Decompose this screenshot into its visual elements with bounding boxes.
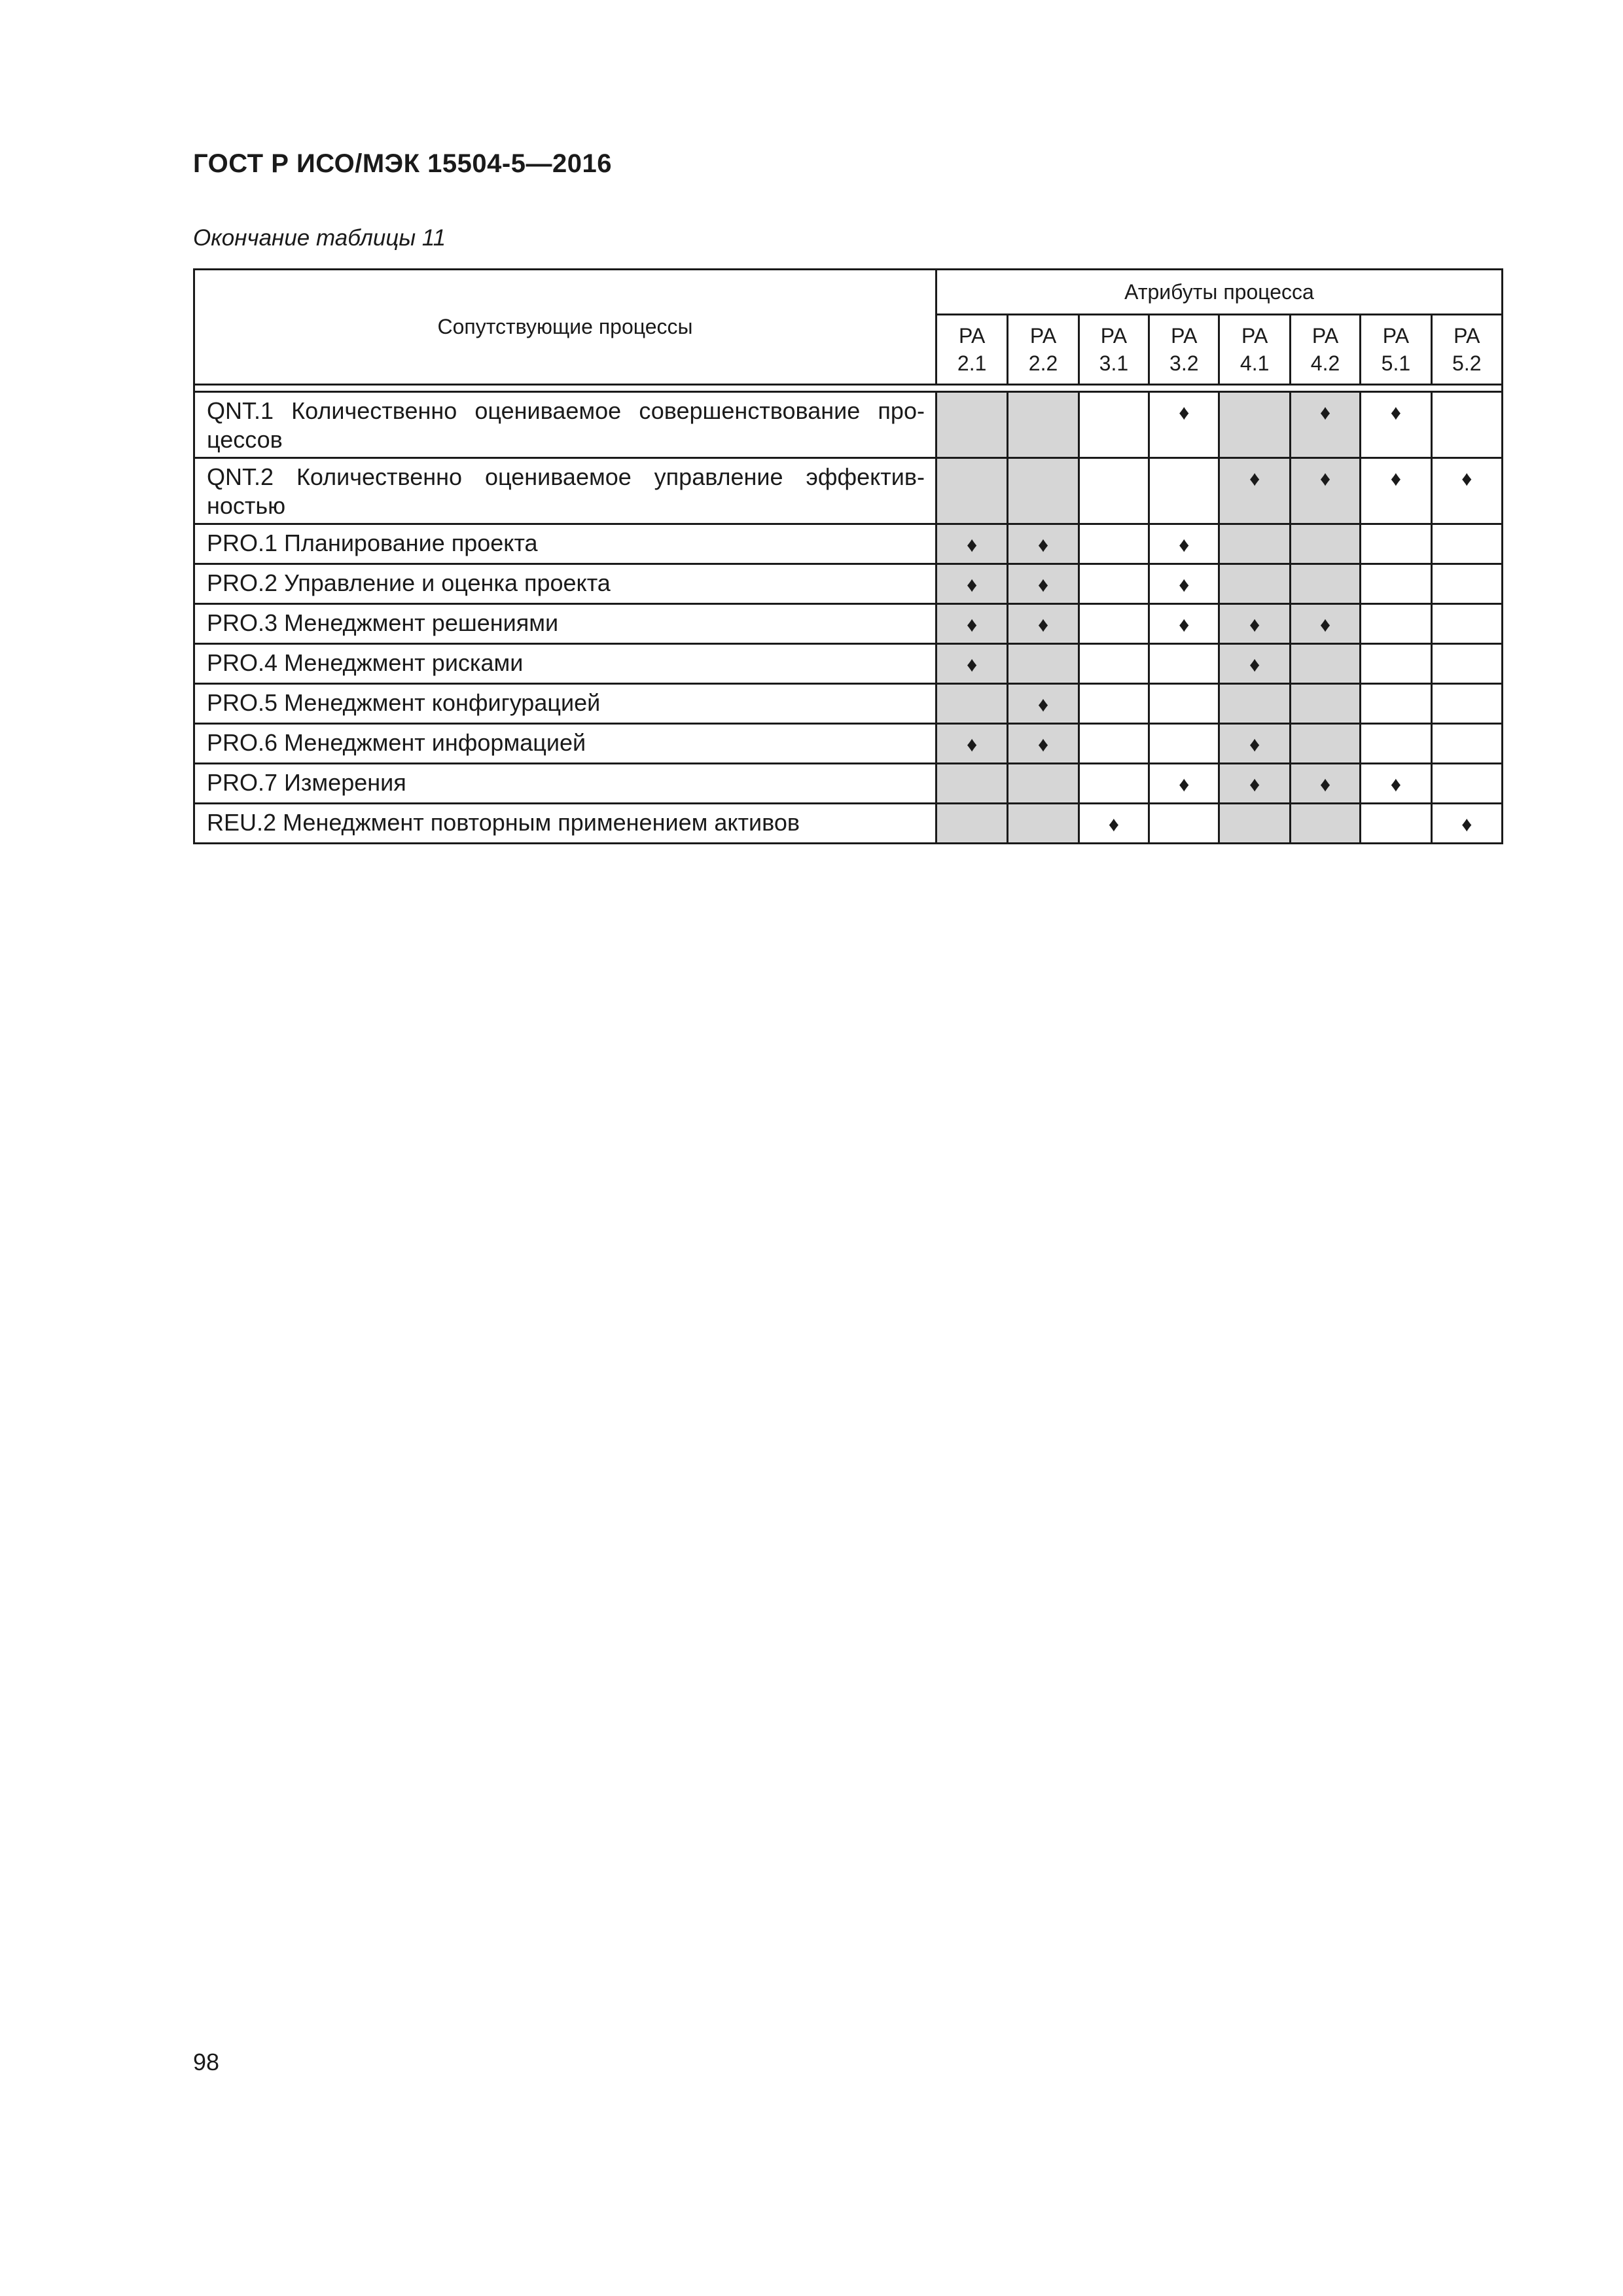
pa-number: 2.1 <box>957 351 987 375</box>
attribute-cell: ♦ <box>936 604 1007 644</box>
table-row <box>194 644 1503 684</box>
attribute-cell: ♦ <box>1431 804 1502 844</box>
process-attributes-table <box>193 268 1503 844</box>
attribute-cell: ♦ <box>1361 764 1431 804</box>
pa-number: 5.1 <box>1381 351 1411 375</box>
attribute-cell <box>1290 684 1360 724</box>
pa-number: 5.2 <box>1452 351 1482 375</box>
attribute-cell <box>1008 644 1079 684</box>
pa-label: PA <box>1241 324 1268 348</box>
attribute-cell: ♦ <box>1431 458 1502 524</box>
attribute-cell: ♦ <box>1079 804 1149 844</box>
attribute-cell <box>1431 684 1502 724</box>
attribute-cell: ♦ <box>1149 564 1219 604</box>
attribute-cell: ♦ <box>1149 764 1219 804</box>
attribute-cell: ♦ <box>1008 524 1079 564</box>
attribute-cell: ♦ <box>1361 458 1431 524</box>
attribute-cell <box>936 804 1007 844</box>
attribute-cell: ♦ <box>936 564 1007 604</box>
process-name-cell: PRO.5 Менеджмент конфигурацией <box>194 684 936 724</box>
attribute-cell <box>1008 764 1079 804</box>
process-name-cell: QNT.2 Количественно оцениваемое управление эффектив-ностью <box>194 458 936 524</box>
attribute-cell: ♦ <box>1290 764 1360 804</box>
column-header-pa <box>1219 315 1290 385</box>
attribute-cell <box>1079 604 1149 644</box>
attribute-cell: ♦ <box>1290 604 1360 644</box>
column-header-pa <box>1290 315 1360 385</box>
attribute-cell <box>1219 804 1290 844</box>
attribute-cell <box>1219 564 1290 604</box>
attribute-cell <box>1290 804 1360 844</box>
pa-number: 4.2 <box>1310 351 1340 375</box>
attribute-cell <box>1431 644 1502 684</box>
attribute-cell: ♦ <box>1008 724 1079 764</box>
column-header-pa <box>1361 315 1431 385</box>
process-name-cell: PRO.2 Управление и оценка проекта <box>194 564 936 604</box>
process-name-cell: QNT.1 Количественно оцениваемое совершенствование про-цессов <box>194 392 936 458</box>
attribute-cell <box>1361 644 1431 684</box>
attribute-cell <box>936 458 1007 524</box>
table-row <box>194 724 1503 764</box>
document-header: ГОСТ Р ИСО/МЭК 15504-5—2016 <box>193 149 612 178</box>
page-number: 98 <box>193 2049 220 2075</box>
table-row <box>194 684 1503 724</box>
attribute-cell: ♦ <box>1219 724 1290 764</box>
attribute-cell <box>1079 684 1149 724</box>
attribute-cell <box>1079 458 1149 524</box>
attribute-cell <box>1079 724 1149 764</box>
pa-number: 3.1 <box>1099 351 1129 375</box>
attribute-cell <box>1079 524 1149 564</box>
attribute-cell: ♦ <box>1149 524 1219 564</box>
process-name-cell: PRO.7 Измерения <box>194 764 936 804</box>
attribute-cell <box>1149 804 1219 844</box>
attribute-cell <box>1079 644 1149 684</box>
attribute-cell: ♦ <box>936 644 1007 684</box>
attribute-cell <box>1219 684 1290 724</box>
attribute-cell <box>1361 724 1431 764</box>
column-header-attributes: Атрибуты процесса <box>936 270 1502 315</box>
attribute-cell <box>1431 564 1502 604</box>
process-name-cell: PRO.1 Планирование проекта <box>194 524 936 564</box>
attribute-cell <box>936 684 1007 724</box>
attribute-cell: ♦ <box>1149 392 1219 458</box>
pa-number: 2.2 <box>1028 351 1058 375</box>
table-row <box>194 564 1503 604</box>
attribute-cell: ♦ <box>1290 392 1360 458</box>
table-row <box>194 392 1503 458</box>
attribute-cell <box>1361 564 1431 604</box>
table-caption: Окончание таблицы 11 <box>193 225 446 251</box>
attribute-cell <box>1079 764 1149 804</box>
attribute-cell: ♦ <box>1219 458 1290 524</box>
attribute-cell <box>1290 524 1360 564</box>
attribute-cell: ♦ <box>1008 604 1079 644</box>
attribute-cell <box>1079 564 1149 604</box>
attribute-cell <box>1290 724 1360 764</box>
attribute-cell <box>1079 392 1149 458</box>
attribute-cell <box>1361 804 1431 844</box>
process-name-cell: PRO.3 Менеджмент решениями <box>194 604 936 644</box>
column-header-pa <box>936 315 1007 385</box>
column-header-pa <box>1079 315 1149 385</box>
attribute-cell <box>1219 392 1290 458</box>
attribute-cell <box>1431 724 1502 764</box>
pa-label: PA <box>1311 324 1339 348</box>
attribute-cell <box>1290 644 1360 684</box>
attribute-cell <box>1361 524 1431 564</box>
attribute-cell: ♦ <box>1361 392 1431 458</box>
attribute-cell <box>1149 644 1219 684</box>
pa-number: 4.1 <box>1240 351 1270 375</box>
attribute-cell <box>1008 458 1079 524</box>
attribute-cell: ♦ <box>1219 764 1290 804</box>
process-name-cell: PRO.6 Менеджмент информацией <box>194 724 936 764</box>
attribute-cell <box>1149 458 1219 524</box>
attribute-cell: ♦ <box>1149 604 1219 644</box>
attribute-cell <box>1431 604 1502 644</box>
attribute-cell: ♦ <box>1219 604 1290 644</box>
attribute-cell: ♦ <box>1219 644 1290 684</box>
pa-label: PA <box>1454 324 1480 348</box>
attribute-cell <box>1149 724 1219 764</box>
attribute-cell <box>1149 684 1219 724</box>
pa-label: PA <box>1171 324 1198 348</box>
table-row <box>194 764 1503 804</box>
table-row <box>194 604 1503 644</box>
table-row <box>194 804 1503 844</box>
attribute-cell: ♦ <box>1008 684 1079 724</box>
pa-number: 3.2 <box>1169 351 1199 375</box>
pa-label: PA <box>1029 324 1057 348</box>
process-name-cell: PRO.4 Менеджмент рисками <box>194 644 936 684</box>
attribute-cell <box>936 764 1007 804</box>
attribute-cell <box>936 392 1007 458</box>
table-row <box>194 458 1503 524</box>
column-header-pa <box>1149 315 1219 385</box>
column-header-process: Сопутствующие процессы <box>194 270 936 385</box>
table-row <box>194 524 1503 564</box>
attribute-cell: ♦ <box>936 724 1007 764</box>
attribute-cell <box>1361 604 1431 644</box>
process-name-cell: REU.2 Менеджмент повторным применением активов <box>194 804 936 844</box>
attribute-cell <box>1431 764 1502 804</box>
header-separator <box>194 385 1503 392</box>
pa-label: PA <box>959 324 986 348</box>
attribute-cell <box>1219 524 1290 564</box>
attribute-cell: ♦ <box>1008 564 1079 604</box>
attribute-cell: ♦ <box>1290 458 1360 524</box>
attribute-cell <box>1290 564 1360 604</box>
attribute-cell <box>1431 392 1502 458</box>
attribute-cell: ♦ <box>936 524 1007 564</box>
attribute-cell <box>1361 684 1431 724</box>
column-header-pa <box>1008 315 1079 385</box>
attribute-cell <box>1008 804 1079 844</box>
attribute-cell <box>1431 524 1502 564</box>
pa-label: PA <box>1382 324 1410 348</box>
attribute-cell <box>1008 392 1079 458</box>
column-header-pa <box>1431 315 1502 385</box>
pa-label: PA <box>1100 324 1128 348</box>
